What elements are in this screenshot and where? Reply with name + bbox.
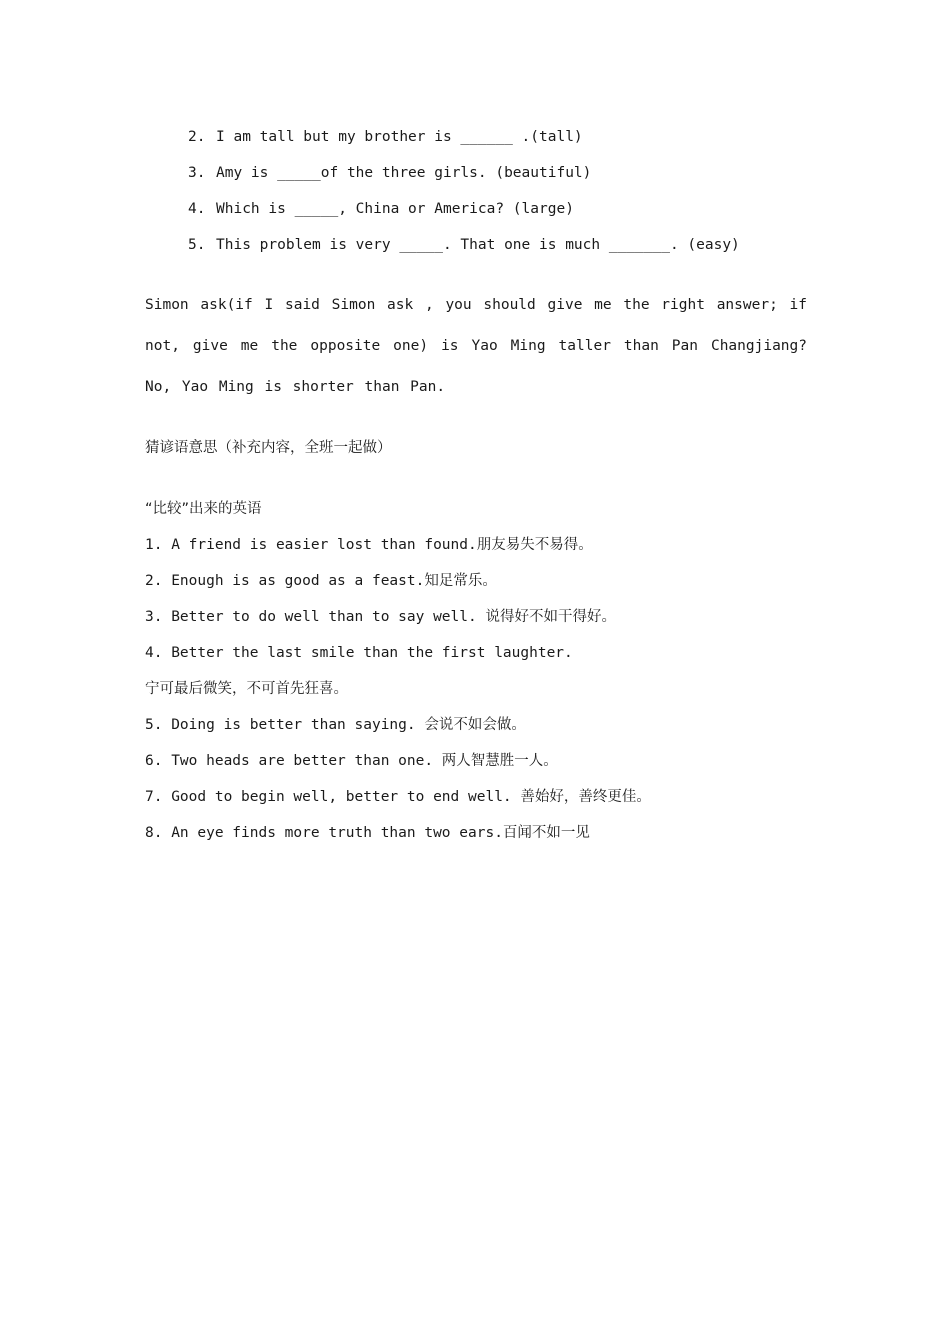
proverb-item: 1. A friend is easier lost than found.朋友易失不易得。 bbox=[145, 537, 593, 553]
exercise-number: 2. bbox=[188, 129, 206, 145]
proverbs-heading: “比较”出来的英语 bbox=[145, 501, 262, 517]
exercise-text: Amy is _____of the three girls. (beautiful) bbox=[216, 165, 592, 181]
proverb-item: 5. Doing is better than saying. 会说不如会做。 bbox=[145, 717, 526, 733]
exercise-item bbox=[188, 235, 740, 255]
exercise-number: 4. bbox=[188, 201, 206, 217]
exercise-item bbox=[188, 163, 591, 183]
proverb-item: 2. Enough is as good as a feast.知足常乐。 bbox=[145, 573, 497, 589]
exercise-item bbox=[188, 199, 574, 219]
riddle-heading: 猜谚语意思（补充内容，全班一起做） bbox=[145, 440, 392, 456]
proverb-item: 4. Better the last smile than the first laughter. bbox=[145, 645, 573, 661]
proverb-item: 3. Better to do well than to say well. 说得好不如干得好。 bbox=[145, 609, 616, 625]
proverb-item: 6. Two heads are better than one. 两人智慧胜一人。 bbox=[145, 753, 558, 769]
proverb-translation: 宁可最后微笑，不可首先狂喜。 bbox=[145, 681, 348, 697]
proverb-item: 7. Good to begin well, better to end well. 善始好，善终更佳。 bbox=[145, 789, 651, 805]
exercise-text: This problem is very _____. That one is much _______. (easy) bbox=[216, 237, 740, 253]
exercise-number: 3. bbox=[188, 165, 206, 181]
exercise-number: 5. bbox=[188, 237, 206, 253]
simon-says-paragraph: Simon ask(if I said Simon ask , you should give me the right answer; if not, give me the opposite one) is Yao Ming taller than Pan Changjiang? No, Yao Ming is shorter than Pan. bbox=[145, 297, 807, 395]
exercise-text: Which is _____, China or America? (large) bbox=[216, 201, 574, 217]
proverb-item: 8. An eye finds more truth than two ears.百闻不如一见 bbox=[145, 825, 590, 841]
exercise-text: I am tall but my brother is ______ .(tall) bbox=[216, 129, 583, 145]
exercise-item bbox=[188, 127, 583, 147]
